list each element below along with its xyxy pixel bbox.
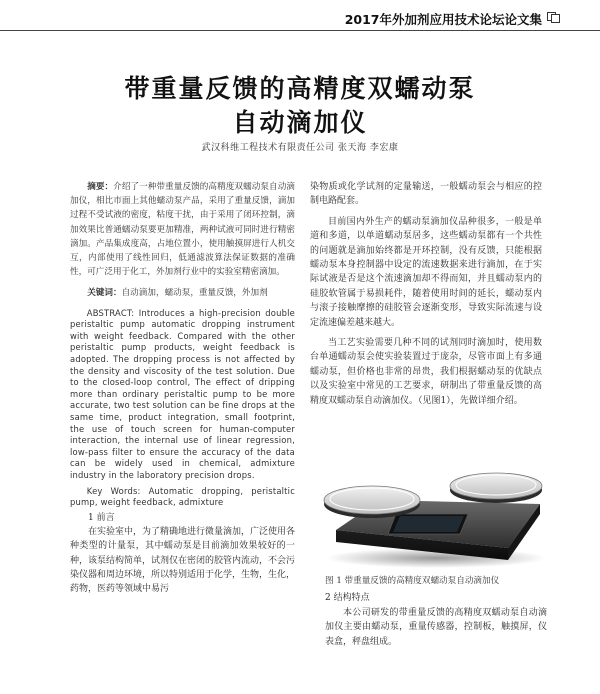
abstract-en-text: Introduces a high-precision double peristaltic pump automatic dropping instrument with weight feedback. Compared with the other peristaltic pump products, weight feedback is adopted. The dropping process is not affected by the density and viscosity of the test solution. Due to the closed-loop control, The effect of dripping more than ordinary peristaltic pump to be more accurate, two test solution can be fine drops at the same time, product integration, small footprint, the use of touch screen for human-computer interaction, the internal use of linear regression, low-pass filter to ensure the accuracy of the data can be widely used in chemical, admixture industry in the laboratory precision drops. (70, 307, 295, 480)
keywords-cn-text: 自动滴加，蠕动泵，重量反馈，外加剂 (121, 288, 268, 299)
keywords-en-text: Automatic dropping, peristaltic pump, weight feedback, admixture (70, 485, 295, 508)
title-line-1: 带重量反馈的高精度双蠕动泵 (124, 74, 476, 103)
section-2-heading: 2 结构特点 (325, 593, 370, 603)
device-photo (318, 452, 548, 570)
abstract-en (70, 308, 295, 482)
left-column (70, 180, 295, 597)
section-1-heading: 1 前言 (88, 512, 115, 523)
paper-title (0, 72, 600, 140)
keywords-cn (70, 286, 295, 300)
figure-caption: 图 1 带重量反馈的高精度双蠕动泵自动滴加仪 (325, 576, 500, 586)
section-2 (325, 591, 547, 649)
keywords-en-label: Key Words: (86, 485, 141, 496)
intro-paragraph-3: 当工艺实验需要几种不同的试剂同时滴加时，使用数台单通蠕动泵会使实验装置过于庞杂，尽管市面上有多通蠕动泵，但价格也非常的昂贵，我们根据蠕动泵的优缺点以及实验室中常见的工艺要求，研制出了带重量反馈的高精度双蠕动泵自动滴加仪。（见图1），先做详细介绍。 (310, 338, 542, 406)
keywords-cn-label: 关键词： (87, 288, 122, 299)
intro-paragraph-2: 目前国内外生产的蠕动泵滴加仪品种很多，一般是单道和多道，以单道蠕动泵居多，这些蠕动泵都有一个共性的问题就是滴加始终都是开环控制，没有反馈，只能根据蠕动泵本身控制器中设定的流速数据来进行滴加，在于实际试液是否是这个流速滴加却不得而知，并且蠕动泵内的硅胶软管属于易损耗件，随着使用时间的延长，蠕动泵内与滚子接触摩擦的硅胶管会逐渐变形，导致实际流速与设定流速偏差越来越大。 (310, 216, 542, 328)
proceedings-title: 2017年外加剂应用技术论坛论文集 (344, 12, 542, 27)
section-2-paragraph: 本公司研发的带重量反馈的高精度双蠕动泵自动滴加仪主要由蠕动泵，重量传感器，控制板，触摸屏，仪表盒，秤盘组成。 (325, 607, 547, 647)
page-header (0, 4, 600, 31)
abstract-cn-label: 摘要： (87, 182, 114, 192)
right-column (310, 180, 542, 408)
page-corner-icon (547, 12, 560, 23)
authors: 武汉科维工程技术有限责任公司 张天海 李宏康 (201, 143, 399, 153)
abstract-cn-text: 介绍了一种带重量反馈的高精度双蠕动泵自动滴加仪，相比市面上其他蠕动泵产品，采用了重量反馈，滴加过程不受试液的密度，粘度干扰，由于采用了闭环控制，滴加效果比普通蠕动泵要更加精准，两种试液可同时进行精密滴加。产品集成度高，占地位置小，使用触摸屏进行人机交互，内部使用了线性回归，低通滤波算法保证数据的准确性，可广泛用于化工，外加剂行业中的实验室精密滴加。 (70, 182, 295, 278)
section-1-paragraph: 在实验室中，为了精确地进行微量滴加，广泛使用各种类型的计量泵，其中蠕动泵是目前滴加效果较好的一种，该泵结构简单，试剂仅在密闭的胶管内流动，不会污染仪器和周边环境，所以特别适用于化学，生物，生化，药物，医药等领域中易污 (70, 526, 296, 595)
abstract-cn (70, 180, 295, 279)
keywords-en (70, 486, 295, 509)
title-line-2: 自动滴加仪 (232, 108, 368, 137)
continued-paragraph: 染物质或化学试剂的定量输送，一般蠕动泵会与相应的控制电路配套。 (310, 182, 542, 207)
abstract-en-label: ABSTRACT: (86, 307, 135, 318)
